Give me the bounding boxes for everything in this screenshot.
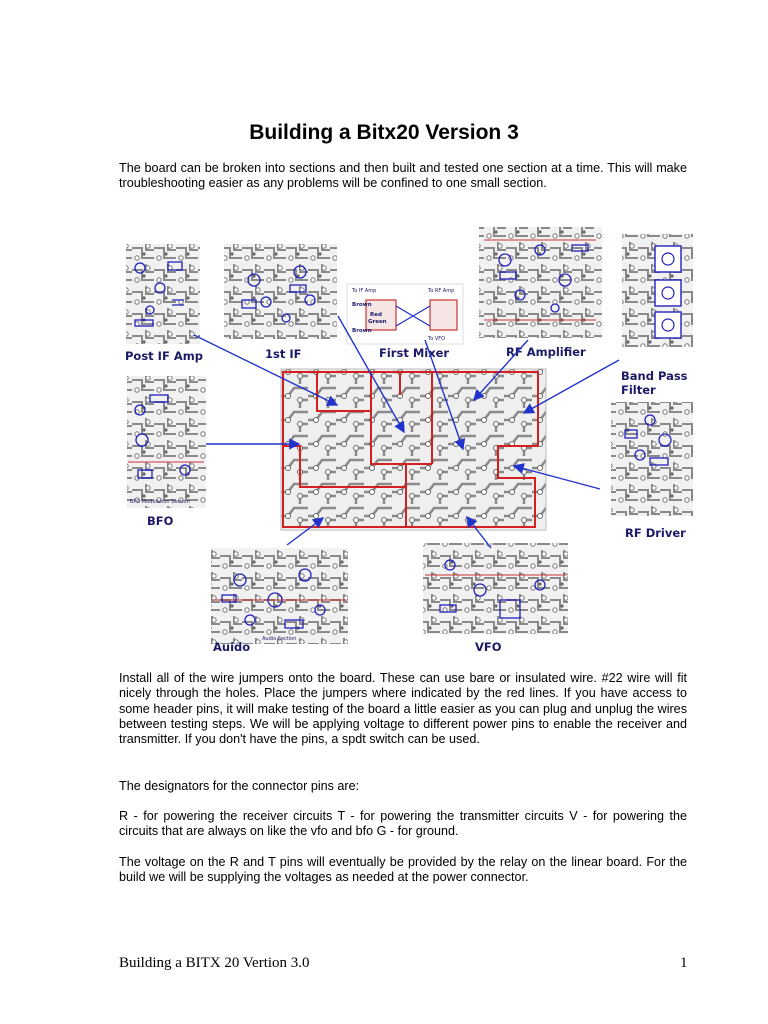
label-audio: Auido xyxy=(213,640,251,654)
mixer-green-note: Green xyxy=(368,319,387,325)
vfo-inset xyxy=(423,543,568,634)
audio-inset xyxy=(211,548,348,644)
mixer-brown-note: Brown xyxy=(352,302,372,308)
label-band-pass-2: Filter xyxy=(621,383,656,397)
band-pass-filter-inset xyxy=(622,234,693,347)
label-first-if: 1st IF xyxy=(265,347,302,361)
intro-paragraph: The board can be broken into sections and then built and tested one section at a time. This will make troubleshooting easier as any problems will be confined to one small section. xyxy=(119,161,687,191)
first-mixer-inset xyxy=(347,284,463,344)
label-post-if-amp: Post IF Amp xyxy=(125,349,203,363)
label-band-pass-1: Band Pass xyxy=(621,369,688,383)
document-title: Building a Bitx20 Version 3 xyxy=(249,121,519,144)
label-rf-amplifier: RF Amplifier xyxy=(506,345,586,359)
mixer-red-note: Red xyxy=(370,312,382,318)
bfo-section-note: BFO Modulation Section xyxy=(130,499,190,505)
page-number: 1 xyxy=(680,955,688,971)
post-if-amp-inset xyxy=(126,244,200,344)
main-board xyxy=(281,369,546,530)
bfo-inset xyxy=(127,376,206,508)
footer-title: Building a BITX 20 Vertion 3.0 xyxy=(119,955,310,971)
mixer-to-if-amp-note: To IF Amp xyxy=(352,288,377,294)
designators-paragraph: The designators for the connector pins are: xyxy=(119,779,360,793)
label-first-mixer: First Mixer xyxy=(379,346,450,360)
rf-amplifier-inset xyxy=(479,227,602,338)
label-bfo: BFO xyxy=(147,514,174,528)
mixer-to-vfo-note: To VFO xyxy=(428,336,446,342)
rf-driver-inset xyxy=(611,402,693,516)
jumpers-paragraph: Install all of the wire jumpers onto the board. These can use bare or insulated wire. #22 wire will fit nicely through the holes. Place the jumpers where indicated by the red lines. If you have access to some header pins, it will make testing of the board a little easier as you can plug and unplug the wires between testing steps. We will be applying voltage to different power pins to enable the receiver and transmitter. If you don't have the pins, a spdt switch can be used. xyxy=(119,671,687,747)
audio-section-note: Audio Section xyxy=(262,636,297,642)
label-rf-driver: RF Driver xyxy=(625,526,686,540)
voltage-paragraph: The voltage on the R and T pins will eventually be provided by the relay on the linear board. For the build we will be supplying the voltages as needed at the power connector. xyxy=(119,855,687,885)
mixer-to-rf-amp-note: To RF Amp xyxy=(428,288,455,294)
pins-paragraph: R - for powering the receiver circuits T - for powering the transmitter circuits V - for powering the circuits that are always on like the vfo and bfo G - for ground. xyxy=(119,809,687,839)
mixer-brn-note: Brown xyxy=(352,328,372,334)
first-if-inset xyxy=(224,244,337,339)
label-vfo: VFO xyxy=(475,640,502,654)
